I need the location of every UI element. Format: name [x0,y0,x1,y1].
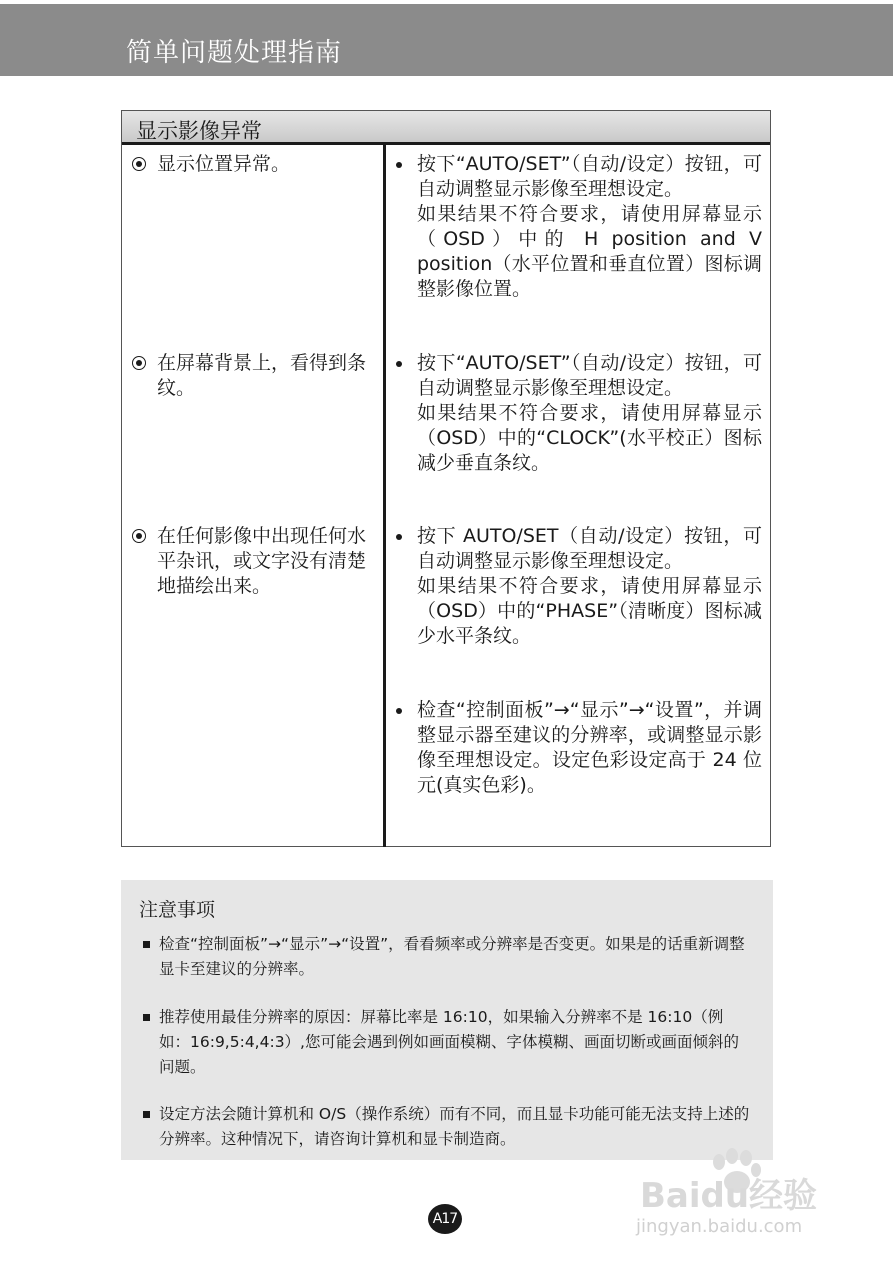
bullet-dot-icon [396,708,402,714]
solution-text: 按下“AUTO/SET”（自动/设定）按钮，可自动调整显示影像至理想设定。 [417,153,762,200]
column-divider [383,145,386,847]
solution-text: 如果结果不符合要求，请使用屏幕显示（OSD）中的“CLOCK”(水平校正）图标减少垂直条纹。 [417,402,762,474]
solution-text: 按下“AUTO/SET”（自动/设定）按钮，可自动调整显示影像至理想设定。 [417,352,762,399]
solution-text: 如果结果不符合要求，请使用屏幕显示（OSD）中的“PHASE”（清晰度）图标减少水平条纹。 [417,575,762,647]
radio-bullet-icon [132,529,146,543]
solution-text: 按下 AUTO/SET（自动/设定）按钮，可自动调整显示影像至理想设定。 [417,525,762,572]
symptom-text: 显示位置异常。 [157,153,291,175]
radio-bullet-icon [132,356,146,370]
note-text: 设定方法会随计算机和 O/S（操作系统）而有不同，而且显卡功能可能无法支持上述的分辨率。这种情况下，请咨询计算机和显卡制造商。 [159,1105,750,1148]
bullet-dot-icon [396,534,402,540]
symptom-text: 在屏幕背景上，看得到条纹。 [157,352,367,399]
square-bullet-icon [143,941,150,948]
solution-item [392,698,762,798]
table-title: 显示影像异常 [136,119,262,143]
square-bullet-icon [143,1111,150,1118]
symptom-text: 在任何影像中出现任何水平杂讯，或文字没有清楚地描绘出来。 [157,525,367,597]
solution-item [392,152,762,302]
symptom-item [132,524,372,599]
square-bullet-icon [143,1014,150,1021]
note-item [143,932,753,982]
watermark-logo: Baidu经验 [640,1176,818,1216]
note-item [143,1102,753,1152]
table-header [122,111,770,145]
radio-bullet-icon [132,157,146,171]
note-text: 检查“控制面板”→“显示”→“设置”，看看频率或分辨率是否变更。如果是的话重新调整显卡至建议的分辨率。 [159,935,745,978]
solution-item [392,351,762,476]
note-text: 推荐使用最佳分辨率的原因：屏幕比率是 16:10，如果输入分辨率不是 16:10（例如：16:9,5:4,4:3）,您可能会遇到例如画面模糊、字体模糊、画面切断或画面倾斜的问题。 [159,1008,739,1076]
bullet-dot-icon [396,361,402,367]
watermark-url: jingyan.baidu.com [636,1216,803,1237]
solution-item [392,524,762,649]
notes-title: 注意事项 [139,899,216,921]
notes-box [121,880,773,1160]
solution-text: 如果结果不符合要求，请使用屏幕显示（OSD）中的 H position and V position（水平位置和垂直位置）图标调整影像位置。 [417,203,762,300]
solution-text: 检查“控制面板”→“显示”→“设置”，并调整显示器至建议的分辨率，或调整显示影像至理想设定。设定色彩设定高于 24 位元(真实色彩)。 [417,699,762,796]
symptom-item [132,351,372,401]
bullet-dot-icon [396,162,402,168]
troubleshooting-table [121,110,771,847]
page-number-badge: A17 [428,1204,462,1234]
note-item [143,1005,753,1080]
symptom-item [132,152,372,177]
page-title: 简单问题处理指南 [126,38,343,68]
